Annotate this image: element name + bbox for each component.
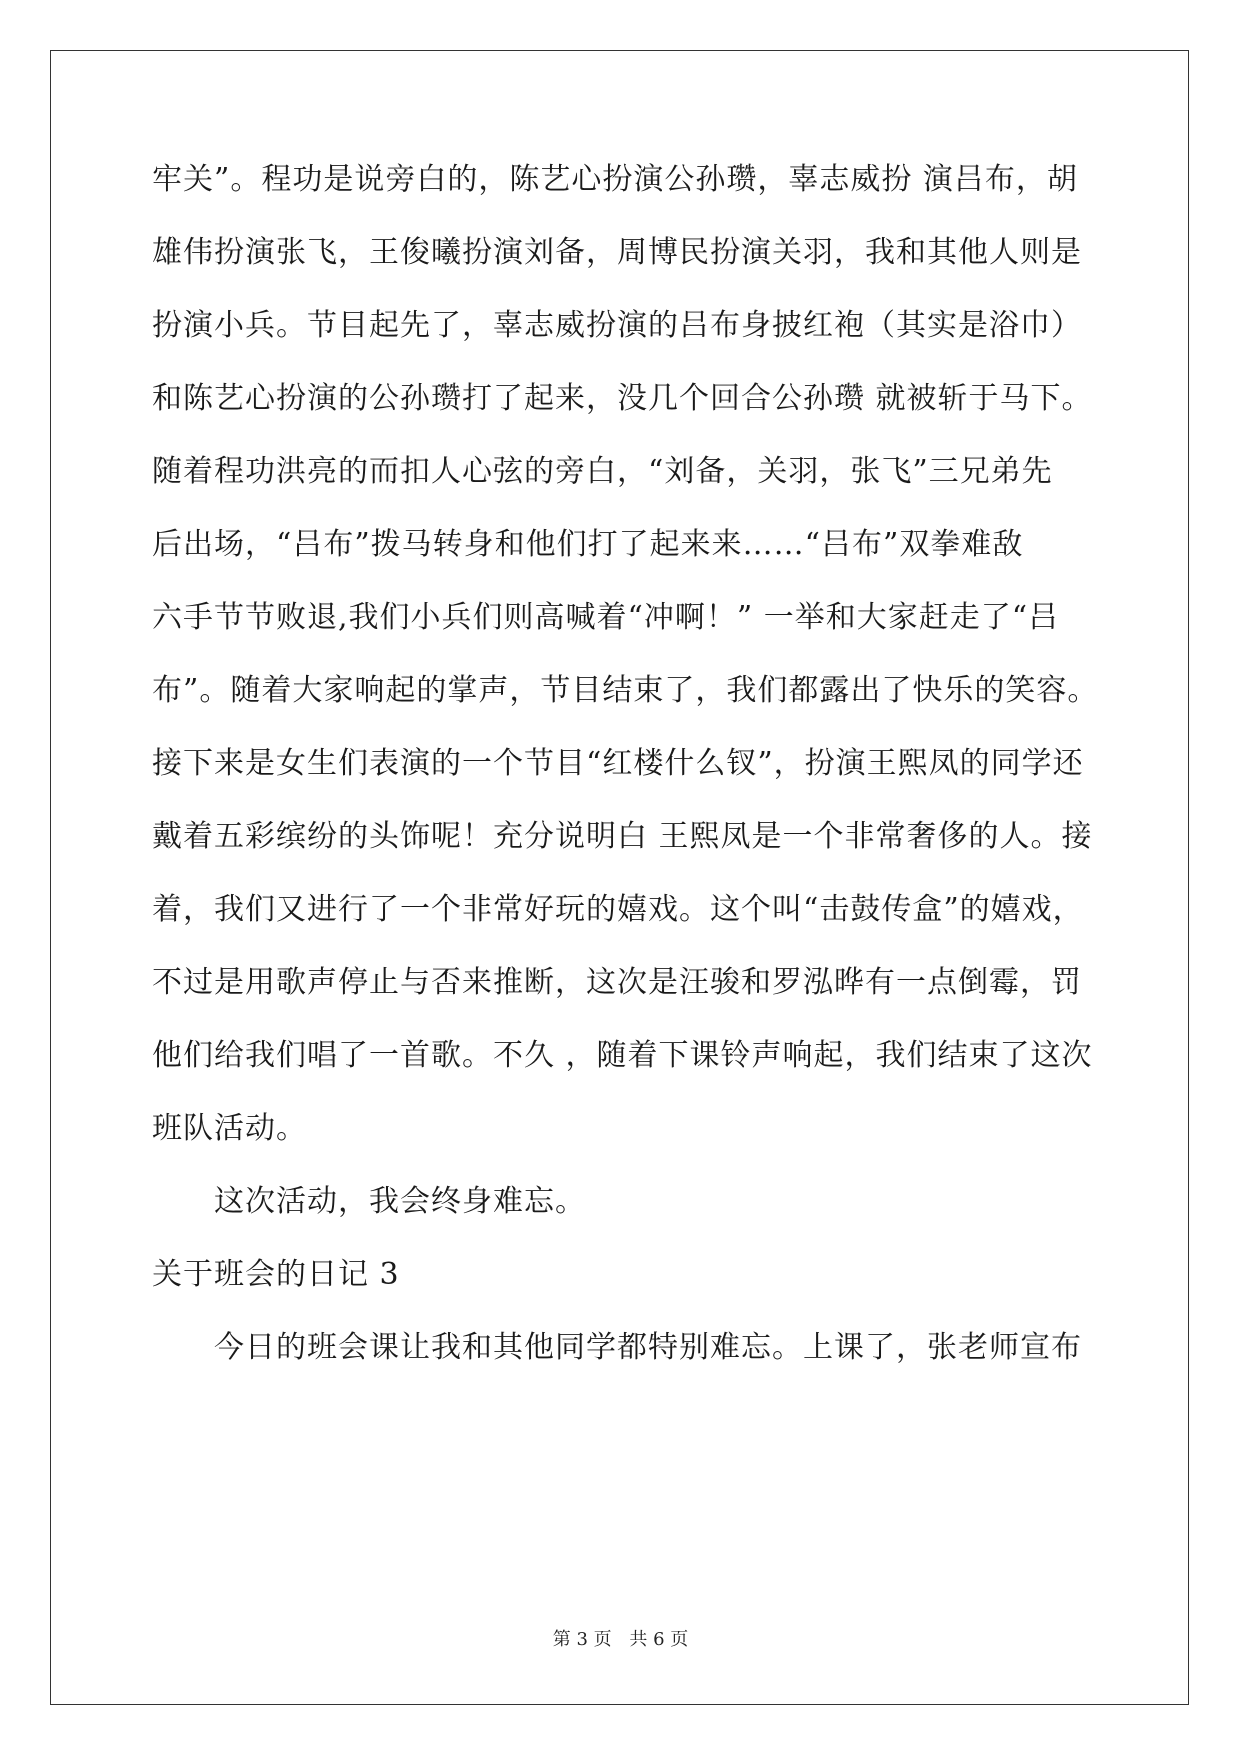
- body-line: 随着程功洪亮的而扣人心弦的旁白，“刘备，关羽，张飞”三兄弟先: [152, 454, 1053, 489]
- page-border: [50, 50, 1189, 1705]
- next-paragraph: 今日的班会课让我和其他同学都特别难忘。上课了，张老师宣布: [214, 1330, 1082, 1365]
- closing-paragraph: 这次活动，我会终身难忘。: [214, 1184, 586, 1219]
- body-line: 牢关”。程功是说旁白的，陈艺心扮演公孙瓒，辜志威扮 演吕布，胡: [152, 162, 1078, 197]
- body-line: 接下来是女生们表演的一个节目“红楼什么钗”，扮演王熙凤的同学还: [152, 746, 1084, 781]
- body-line: 和陈艺心扮演的公孙瓒打了起来，没几个回合公孙瓒 就被斩于马下。: [152, 381, 1093, 416]
- body-line: 不过是用歌声停止与否来推断，这次是汪骏和罗泓晔有一点倒霉，罚: [152, 965, 1082, 1000]
- body-line: 后出场，“吕布”拨马转身和他们打了起来来……“吕布”双拳难敌: [152, 527, 1024, 562]
- page-number-current: 第 3 页: [552, 1629, 612, 1650]
- body-line: 班队活动。: [152, 1111, 307, 1146]
- body-line: 六手节节败退,我们小兵们则高喊着“冲啊！” 一举和大家赶走了“吕: [152, 600, 1060, 635]
- body-line: 他们给我们唱了一首歌。不久 ，随着下课铃声响起，我们结束了这次: [152, 1038, 1093, 1073]
- body-line: 布”。随着大家响起的掌声，节目结束了，我们都露出了快乐的笑容。: [152, 673, 1099, 708]
- body-line: 着，我们又进行了一个非常好玩的嬉戏。这个叫“击鼓传盒”的嬉戏，: [152, 892, 1084, 927]
- body-line: 戴着五彩缤纷的头饰呢！充分说明白 王熙凤是一个非常奢侈的人。接: [152, 819, 1093, 854]
- page-footer: [0, 1628, 1241, 1652]
- page-number-total: 共 6 页: [629, 1629, 689, 1650]
- section-title: 关于班会的日记 3: [152, 1257, 400, 1292]
- body-line: 扮演小兵。节目起先了，辜志威扮演的吕布身披红袍（其实是浴巾）: [152, 308, 1082, 343]
- body-line: 雄伟扮演张飞，王俊曦扮演刘备，周博民扮演关羽，我和其他人则是: [152, 235, 1082, 270]
